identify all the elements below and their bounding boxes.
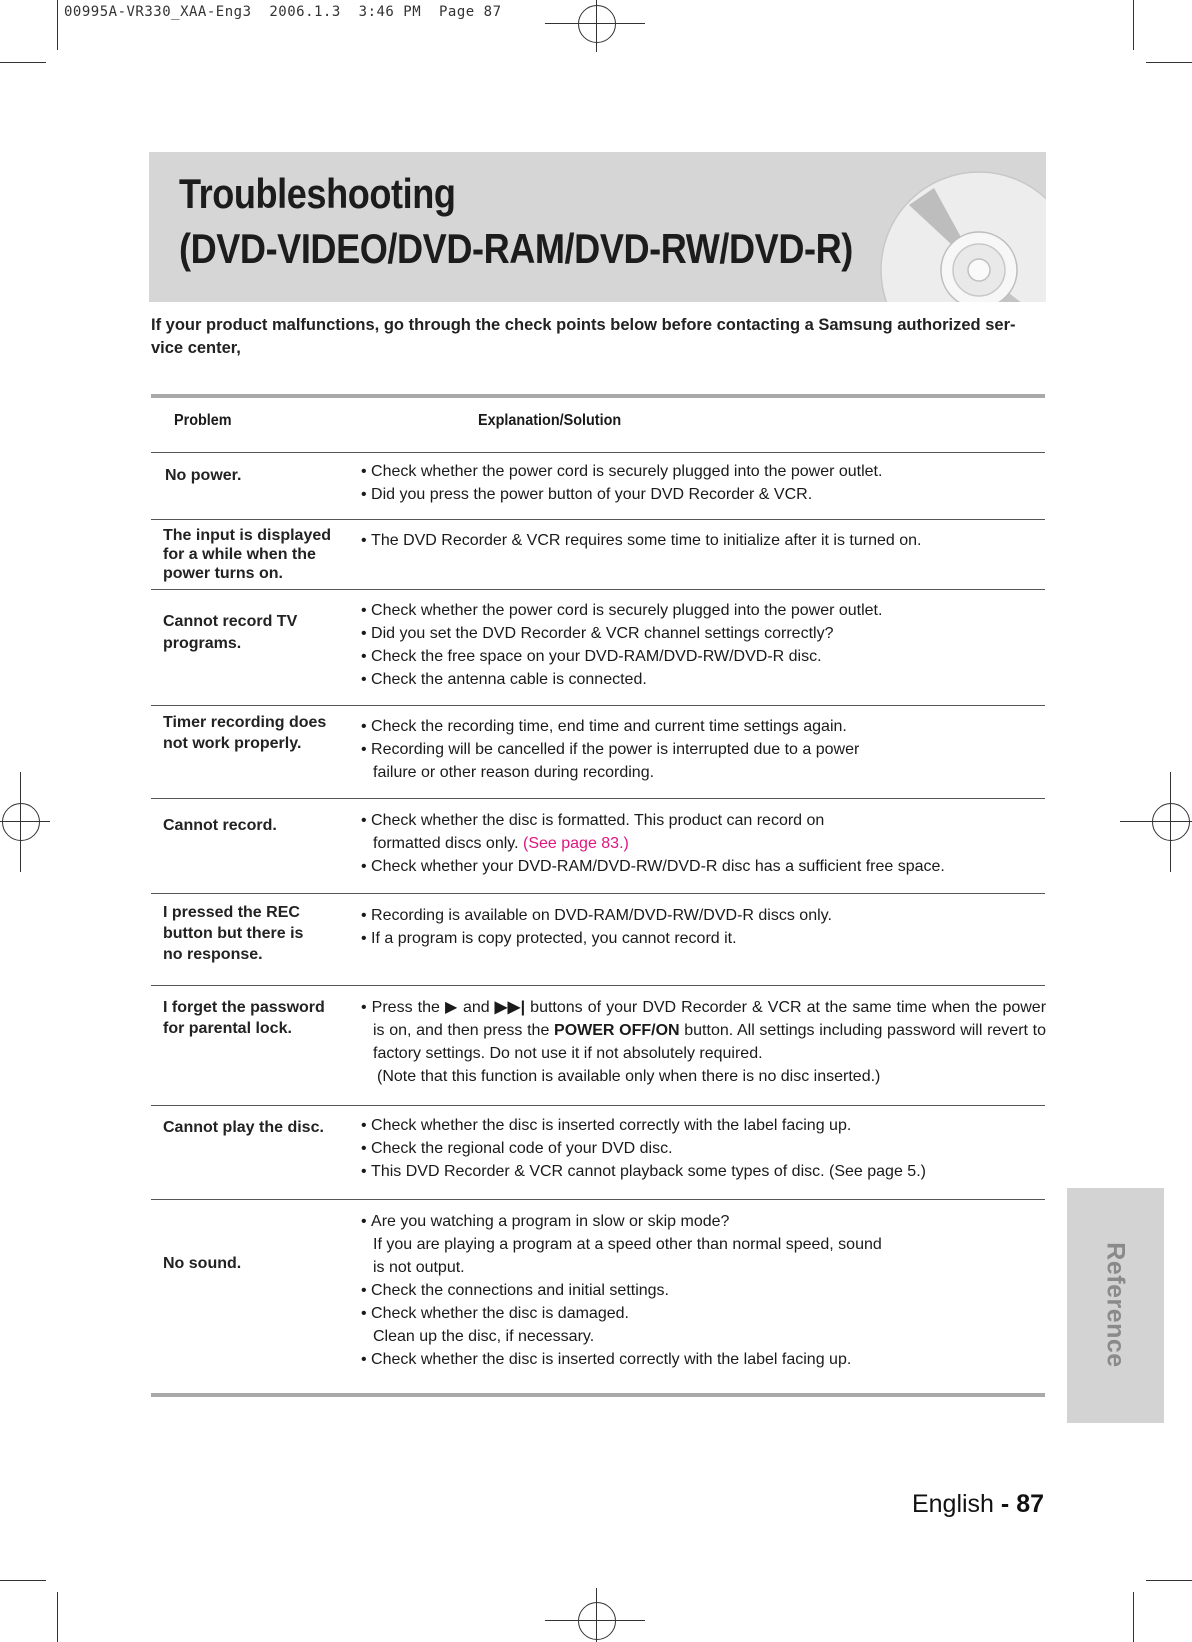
column-header-solution: Explanation/Solution	[478, 412, 622, 429]
problem-cell: The input is displayed for a while when the power turns on.	[163, 527, 332, 582]
solution-cell: • Are you watching a program in slow or skip mode? If you are playing a program at a speed other than normal speed, sound is not output. • Check the connections and initial settings. • Check whether the disc is damaged. Clean up the disc, if necessary. • Check whether the disc is inserted correctly with the label facing up.	[361, 1210, 1046, 1371]
solution-cell: • Check whether the disc is formatted. This product can record on formatted discs only. (See page 83.) • Check whether your DVD-RAM/DVD-RW/DVD-R disc has a sufficient free space.	[361, 809, 1046, 878]
problem-cell: Cannot record.	[163, 817, 277, 834]
page-footer: English - 87	[911, 1490, 1044, 1518]
problem-cell: I pressed the REC button but there is no response.	[163, 904, 304, 963]
title-banner	[149, 152, 1046, 302]
section-tab-label: Reference	[1101, 1242, 1130, 1368]
section-tab	[1067, 1188, 1164, 1423]
page-reference-link: (See page 83.)	[523, 835, 629, 852]
solution-cell: • Recording is available on DVD-RAM/DVD-RW/DVD-R discs only. • If a program is copy protected, you cannot record it.	[361, 904, 1046, 950]
title-line-2: (DVD-VIDEO/DVD-RAM/DVD-RW/DVD-R)	[179, 225, 853, 272]
print-header: 00995A-VR330_XAA-Eng3 2006.1.3 3:46 PM Page 87	[64, 4, 502, 20]
skip-forward-icon: ▶▶|	[494, 999, 526, 1016]
solution-cell: • Check whether the disc is inserted correctly with the label facing up. • Check the regional code of your DVD disc. • This DVD Recorder & VCR cannot playback some types of disc. (See page 5.)	[361, 1114, 1046, 1183]
play-icon: ▶	[444, 999, 458, 1016]
problem-cell: Timer recording does not work properly.	[163, 714, 327, 752]
disc-icon	[879, 170, 1046, 302]
solution-cell: • Check whether the power cord is securely plugged into the power outlet. • Did you press the power button of your DVD Recorder & VCR.	[361, 460, 1046, 506]
intro-text: If your product malfunctions, go through the check points below before contacting a Samsung authorized ser- vice center,	[151, 316, 1016, 357]
page-title	[179, 166, 853, 276]
problem-cell: No sound.	[163, 1255, 242, 1272]
solution-cell: • Check the recording time, end time and current time settings again. • Recording will be cancelled if the power is interrupted due to a power failure or other reason during recording.	[361, 715, 1046, 784]
problem-cell: I forget the password for parental lock.	[163, 999, 325, 1037]
column-header-problem: Problem	[174, 412, 232, 429]
solution-cell: • Check whether the power cord is securely plugged into the power outlet. • Did you set the DVD Recorder & VCR channel settings correctly? • Check the free space on your DVD-RAM/DVD-RW/DVD-R disc. • Check the antenna cable is connected.	[361, 599, 1046, 691]
solution-cell: • Press the ▶ and ▶▶| buttons of your DVD Recorder & VCR at the same time when the power is on, and then press the POWER OFF/ON button. All settings including password will revert to factory settings. Do not use it if not absolutely required. (Note that this function is available only when there is no disc inserted.)	[361, 996, 1046, 1088]
solution-cell: • The DVD Recorder & VCR requires some time to initialize after it is turned on.	[361, 529, 1046, 552]
problem-cell: No power.	[165, 467, 242, 484]
problem-cell: Cannot record TV programs.	[163, 613, 298, 652]
title-line-1: Troubleshooting	[179, 170, 456, 217]
page-number: 87	[1016, 1490, 1044, 1518]
problem-cell: Cannot play the disc.	[163, 1119, 324, 1136]
